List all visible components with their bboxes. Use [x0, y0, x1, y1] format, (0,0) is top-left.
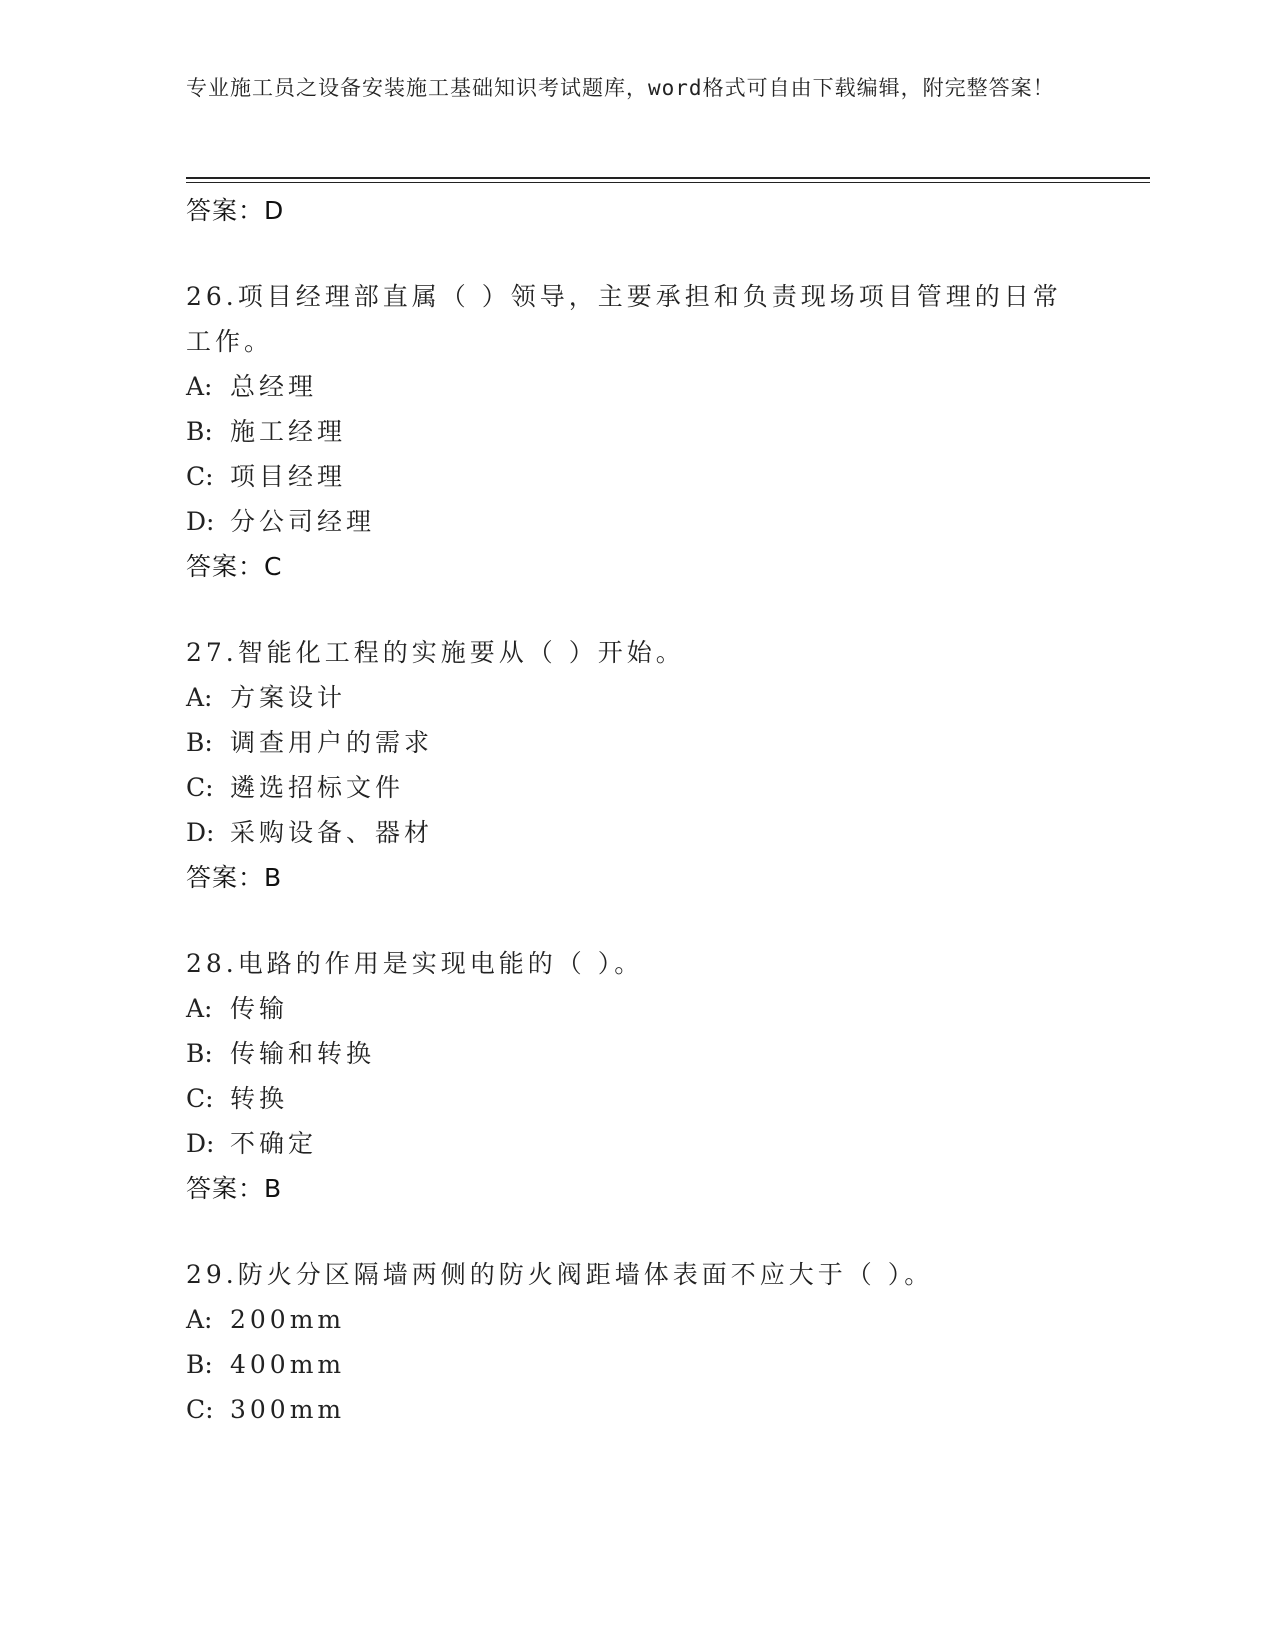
- option-letter: C:: [186, 462, 214, 491]
- option-letter: A:: [186, 372, 213, 401]
- option-c: [186, 454, 1086, 499]
- question-text: 29.防火分区隔墙两侧的防火阀距墙体表面不应大于（ ）。: [186, 1260, 934, 1289]
- option-a: [186, 675, 1086, 720]
- option-letter: A:: [186, 994, 213, 1023]
- question-26: [186, 274, 1086, 590]
- option-d: [186, 499, 1086, 544]
- header-line-1: 专业施工员之设备安装施工基础知识考试题库，word格式可自由下载编辑，附完: [186, 76, 967, 100]
- question-list: [186, 188, 1086, 1432]
- option-text: 转换: [230, 1084, 289, 1113]
- question-28: [186, 941, 1086, 1212]
- option-text: 300mm: [230, 1395, 346, 1424]
- option-text: 传输和转换: [230, 1039, 376, 1068]
- option-letter: B:: [186, 417, 213, 446]
- question-text: 27.智能化工程的实施要从（ ）开始。: [186, 638, 685, 667]
- option-c: [186, 1387, 1086, 1432]
- option-b: [186, 720, 1086, 765]
- option-text: 采购设备、器材: [230, 818, 434, 847]
- option-text: 传输: [230, 994, 289, 1023]
- question-text-continued: 工作。: [186, 327, 274, 356]
- option-b: [186, 409, 1086, 454]
- option-b: [186, 1342, 1086, 1387]
- option-letter: C:: [186, 773, 214, 802]
- option-d: [186, 1121, 1086, 1166]
- option-a: [186, 986, 1086, 1031]
- option-c: [186, 1076, 1086, 1121]
- document-header: [186, 72, 1086, 104]
- answer-line: 答案：B: [186, 1174, 283, 1203]
- option-text: 施工经理: [230, 417, 347, 446]
- option-text: 200mm: [230, 1305, 346, 1334]
- answer-line: 答案：C: [186, 552, 283, 581]
- option-text: 分公司经理: [230, 507, 376, 536]
- option-text: 总经理: [230, 372, 318, 401]
- option-d: [186, 810, 1086, 855]
- option-letter: A:: [186, 1305, 213, 1334]
- header-divider-thick: [186, 177, 1150, 179]
- option-letter: B:: [186, 1350, 213, 1379]
- option-c: [186, 765, 1086, 810]
- option-a: [186, 1297, 1086, 1342]
- option-a: [186, 364, 1086, 409]
- question-text: 26.项目经理部直属（ ）领导，主要承担和负责现场项目管理的日常: [186, 282, 1062, 311]
- question-text: 28.电路的作用是实现电能的（ ）。: [186, 949, 644, 978]
- option-b: [186, 1031, 1086, 1076]
- header-line-2: 整答案！: [966, 76, 1055, 100]
- option-letter: C:: [186, 1395, 214, 1424]
- question-27: [186, 630, 1086, 901]
- option-text: 调查用户的需求: [230, 728, 434, 757]
- option-letter: D:: [186, 818, 215, 847]
- option-letter: B:: [186, 1039, 213, 1068]
- option-text: 方案设计: [230, 683, 347, 712]
- option-letter: D:: [186, 1129, 215, 1158]
- option-text: 遴选招标文件: [230, 773, 405, 802]
- option-text: 不确定: [230, 1129, 318, 1158]
- header-divider-thin: [186, 182, 1150, 183]
- answer-line: 答案：D: [186, 196, 285, 225]
- option-letter: C:: [186, 1084, 214, 1113]
- option-letter: D:: [186, 507, 215, 536]
- question-29: [186, 1252, 1086, 1432]
- option-text: 项目经理: [230, 462, 347, 491]
- option-text: 400mm: [230, 1350, 346, 1379]
- option-letter: A:: [186, 683, 213, 712]
- answer-line: 答案：B: [186, 863, 283, 892]
- option-letter: B:: [186, 728, 213, 757]
